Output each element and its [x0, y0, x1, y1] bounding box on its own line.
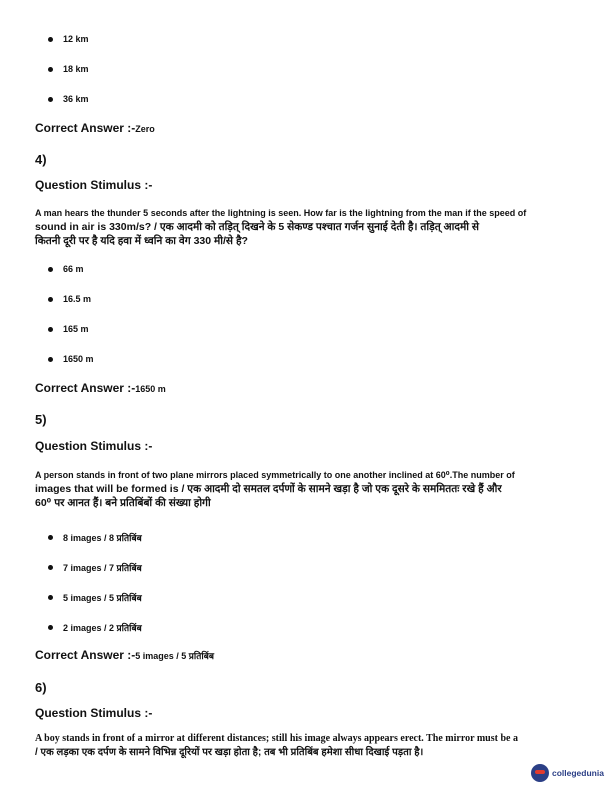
question-stimulus-label: Question Stimulus :- [35, 706, 153, 720]
bullet-icon [48, 297, 53, 302]
collegedunia-logo: collegedunia [531, 758, 609, 788]
option-item: 36 km [48, 94, 89, 104]
correct-answer: Correct Answer :-5 images / 5 प्रतिबिंब [35, 648, 214, 662]
collegedunia-logo-icon [531, 764, 549, 782]
option-item: 2 images / 2 प्रतिबिंब [48, 621, 142, 634]
bullet-icon [48, 267, 53, 272]
question-stimulus: A person stands in front of two plane mirrors placed symmetrically to one another inclined at 60⁰.The number of images that will be formed is / एक आदमी दो समतल दर्पणों के सामने खड़ा है जो एक दूसरे के सममिततः रखे हैं और 60⁰ पर आनत हैं। बने प्रतिबिंबों की संख्या होगी [35, 470, 515, 509]
option-item: 1650 m [48, 354, 94, 364]
bullet-icon [48, 565, 53, 570]
bullet-icon [48, 595, 53, 600]
question-number: 4) [35, 152, 47, 167]
bullet-icon [48, 535, 53, 540]
option-item: 165 m [48, 324, 89, 334]
question-number: 5) [35, 412, 47, 427]
option-item: 5 images / 5 प्रतिबिंब [48, 591, 142, 604]
bullet-icon [48, 97, 53, 102]
bullet-icon [48, 327, 53, 332]
correct-answer: Correct Answer :-Zero [35, 121, 155, 135]
bullet-icon [48, 37, 53, 42]
option-item: 16.5 m [48, 294, 91, 304]
question-stimulus: A boy stands in front of a mirror at different distances; still his image always appears erect. The mirror must be a / एक लड़का एक दर्पण के सामने विभिन्न दूरियों पर खड़ा होता है; तब भी प्रतिबिंब हमेशा सीधा दिखाई पड़ता है। [35, 733, 518, 758]
bullet-icon [48, 67, 53, 72]
question-stimulus-label: Question Stimulus :- [35, 178, 153, 192]
question-number: 6) [35, 680, 47, 695]
option-item: 66 m [48, 264, 84, 274]
option-item: 7 images / 7 प्रतिबिंब [48, 561, 142, 574]
correct-answer: Correct Answer :-1650 m [35, 381, 166, 395]
option-item: 18 km [48, 64, 89, 74]
question-stimulus: A man hears the thunder 5 seconds after the lightning is seen. How far is the lightning from the man if the speed of sound in air is 330m/s? / एक आदमी को तड़ित् दिखने के 5 सेकण्ड पश्चात गर्जन सुनाई देती है। तड़ित् आदमी से कितनी दूरी पर है यदि हवा में ध्वनि का वेग 330 मी/से है? [35, 208, 527, 247]
bullet-icon [48, 357, 53, 362]
question-stimulus-label: Question Stimulus :- [35, 439, 153, 453]
option-item: 12 km [48, 34, 89, 44]
option-item: 8 images / 8 प्रतिबिंब [48, 531, 142, 544]
bullet-icon [48, 625, 53, 630]
